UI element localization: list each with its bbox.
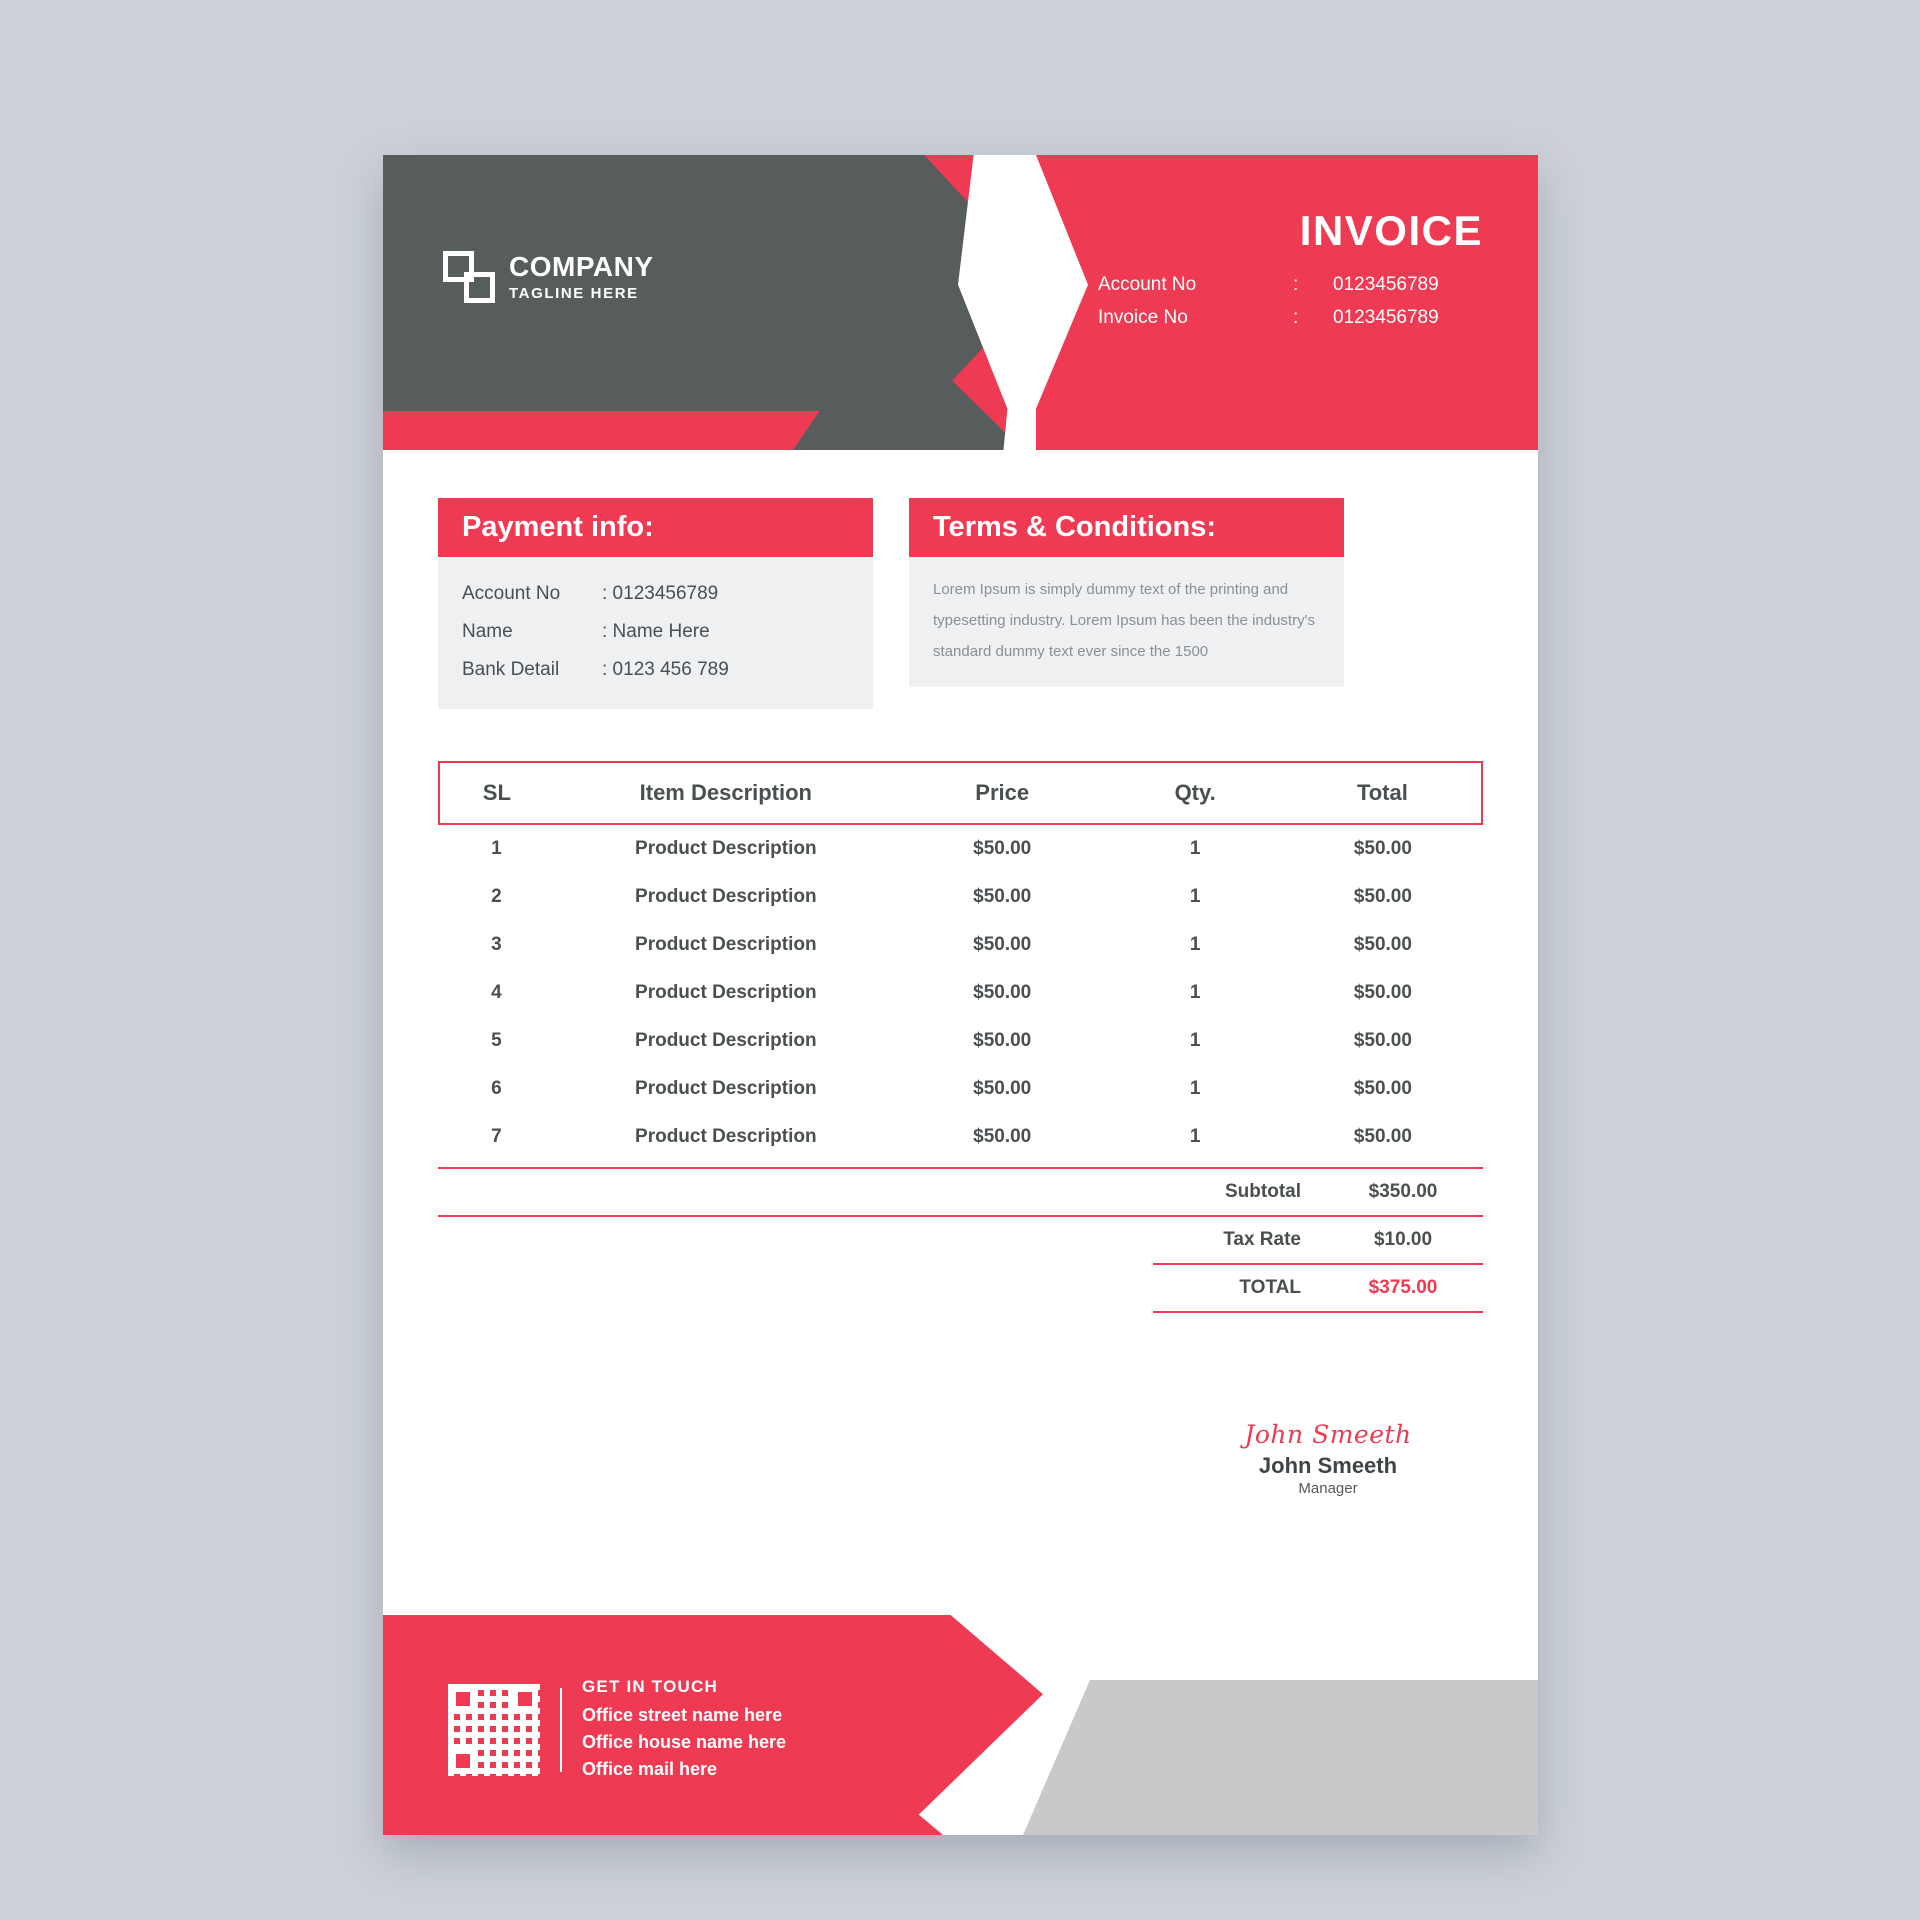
signature-script: John Smeeth [1244, 1420, 1412, 1449]
invoice-meta-row [1098, 301, 1483, 334]
cell-total: $50.00 [1353, 886, 1412, 907]
account-no-value: 0123456789 [1333, 274, 1439, 295]
cell-price: $50.00 [973, 1030, 1032, 1051]
table-row [439, 1065, 1482, 1113]
cell-description: Product Description [635, 886, 817, 907]
payment-info-title: Payment info: [438, 498, 873, 557]
contact-line-mail: Office mail here [582, 1759, 718, 1779]
payment-info-box [438, 557, 873, 709]
cell-sl: 5 [491, 1030, 502, 1051]
signature-block [1213, 1420, 1443, 1497]
footer-grey-shape [1023, 1680, 1538, 1835]
column-header-price: Price [898, 762, 1107, 824]
items-table-wrap [438, 761, 1483, 1313]
table-row [439, 873, 1482, 921]
contact-line-street: Office street name here [582, 1705, 783, 1725]
cell-total: $50.00 [1353, 1030, 1412, 1051]
cell-qty: 1 [1189, 1030, 1201, 1051]
cell-description: Product Description [635, 982, 817, 1003]
cell-description: Product Description [635, 1030, 817, 1051]
invoice-no-separator: : [1293, 307, 1299, 329]
logo-squares-icon [443, 251, 495, 303]
payment-info-row [462, 575, 849, 613]
company-name: COMPANY [509, 250, 654, 282]
cell-price: $50.00 [973, 838, 1032, 859]
cell-qty: 1 [1189, 982, 1201, 1003]
cell-description: Product Description [635, 934, 817, 955]
terms-title: Terms & Conditions: [909, 498, 1344, 557]
cell-description: Product Description [635, 1126, 817, 1147]
account-no-label: Account No [1098, 274, 1197, 295]
payment-name-value: : Name Here [602, 621, 710, 642]
signature-name: John Smeeth [1258, 1453, 1398, 1478]
cell-sl: 4 [491, 982, 502, 1003]
invoice-body [383, 498, 1538, 1313]
cell-sl: 3 [491, 934, 502, 955]
column-header-qty: Qty. [1107, 762, 1284, 824]
totals-row-tax [438, 1217, 1483, 1263]
table-row [439, 1017, 1482, 1065]
payment-account-value: : 0123456789 [602, 583, 719, 604]
totals-row-grand [438, 1265, 1483, 1311]
totals-row-subtotal [438, 1169, 1483, 1215]
cell-total: $50.00 [1353, 838, 1412, 859]
cell-sl: 1 [491, 838, 502, 859]
totals-divider-bottom [1153, 1311, 1483, 1313]
tax-rate-label: Tax Rate [1223, 1229, 1301, 1250]
qr-code-icon [448, 1684, 540, 1776]
totals-section [438, 1167, 1483, 1313]
cell-price: $50.00 [973, 982, 1032, 1003]
table-row [439, 1113, 1482, 1161]
grand-total-value: $375.00 [1368, 1277, 1438, 1298]
column-header-total: Total [1284, 762, 1482, 824]
terms-box [909, 557, 1344, 687]
payment-info-section [438, 498, 873, 709]
invoice-page [383, 155, 1538, 1835]
cell-sl: 7 [491, 1126, 502, 1147]
payment-info-row [462, 613, 849, 651]
cell-sl: 2 [491, 886, 502, 907]
subtotal-value: $350.00 [1368, 1181, 1438, 1202]
contact-line-house: Office house name here [582, 1732, 787, 1752]
cell-qty: 1 [1189, 1078, 1201, 1099]
cell-total: $50.00 [1353, 934, 1412, 955]
cell-qty: 1 [1189, 838, 1201, 859]
payment-info-row [462, 651, 849, 689]
column-header-sl: SL [439, 762, 554, 824]
column-header-description: Item Description [554, 762, 898, 824]
footer-content [448, 1677, 786, 1783]
terms-body: Lorem Ipsum is simply dummy text of the printing and typesetting industry. Lorem Ipsum has been the industry's standard dummy text ever since the 1500 [933, 581, 1315, 660]
cell-price: $50.00 [973, 886, 1032, 907]
grand-total-label: TOTAL [1239, 1277, 1301, 1298]
invoice-meta [1098, 207, 1483, 335]
table-row [439, 969, 1482, 1017]
items-table-body [439, 824, 1482, 1161]
cell-qty: 1 [1189, 886, 1201, 907]
cell-total: $50.00 [1353, 1078, 1412, 1099]
subtotal-label: Subtotal [1225, 1181, 1301, 1202]
invoice-meta-row [1098, 268, 1483, 301]
cell-price: $50.00 [973, 1126, 1032, 1147]
contact-details [582, 1677, 786, 1783]
account-no-separator: : [1293, 274, 1299, 295]
items-table [438, 761, 1483, 1161]
invoice-no-label: Invoice No [1098, 307, 1188, 329]
cell-total: $50.00 [1353, 982, 1412, 1003]
cell-sl: 6 [491, 1078, 502, 1099]
table-row [439, 824, 1482, 873]
get-in-touch-heading: GET IN TOUCH [582, 1677, 718, 1696]
cell-qty: 1 [1189, 1126, 1201, 1147]
cell-price: $50.00 [973, 1078, 1032, 1099]
items-table-head [439, 762, 1482, 824]
cell-price: $50.00 [973, 934, 1032, 955]
tax-rate-value: $10.00 [1373, 1229, 1433, 1250]
footer-divider [560, 1688, 562, 1772]
payment-bank-value: : 0123 456 789 [602, 659, 729, 680]
signature-role: Manager [1298, 1480, 1358, 1497]
company-tagline: TAGLINE HERE [509, 285, 639, 303]
info-columns [438, 498, 1483, 709]
cell-description: Product Description [635, 1078, 817, 1099]
invoice-footer [383, 1615, 1538, 1835]
terms-section [909, 498, 1344, 709]
invoice-no-value: 0123456789 [1333, 307, 1439, 329]
payment-account-label: Account No [462, 583, 561, 604]
table-header-row [439, 762, 1482, 824]
logo-text [509, 252, 654, 303]
payment-name-label: Name [462, 621, 513, 642]
invoice-header [383, 155, 1538, 450]
cell-total: $50.00 [1353, 1126, 1412, 1147]
payment-bank-label: Bank Detail [462, 659, 560, 680]
table-row [439, 921, 1482, 969]
invoice-title: INVOICE [1299, 207, 1483, 254]
cell-description: Product Description [635, 838, 817, 859]
company-logo [443, 251, 654, 303]
cell-qty: 1 [1189, 934, 1201, 955]
